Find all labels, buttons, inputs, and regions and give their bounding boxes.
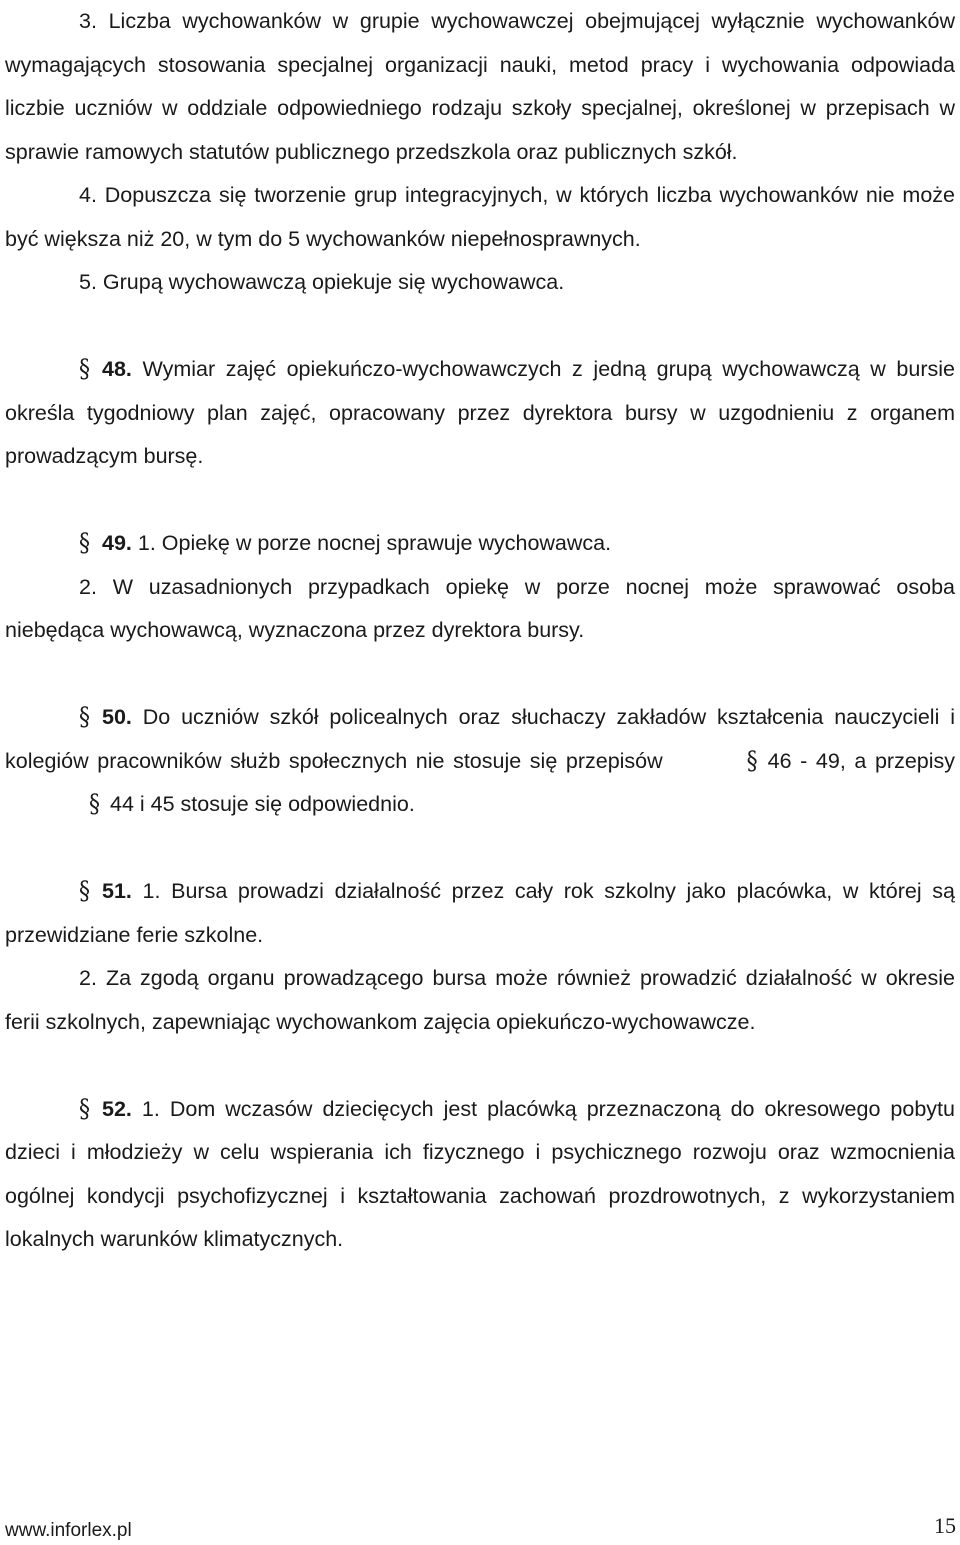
paragraph-3: 3. Liczba wychowanków w grupie wychowawczej obejmującej wyłącznie wychowanków wymagających stosowania specjalnej organizacji nauki, metod pracy i wychowania odpowiada liczbie uczniów w oddziale odpowiedniego rodzaju szkoły specjalnej, określonej w przepisach w sprawie ramowych statutów publicznego przedszkola oraz publicznych szkół. [5, 9, 955, 164]
section-50-text-a: Do uczniów szkół policealnych oraz słuchaczy zakładów kształcenia nauczycieli i kolegiów pracowników służb społecznych nie stosuje się przepisów [5, 705, 955, 773]
section-49-text: 1. Opiekę w porze nocnej sprawuje wychowawca. [131, 531, 612, 555]
section-51-number: 51. [102, 879, 132, 903]
section-48-text: Wymiar zajęć opiekuńczo-wychowawczych z jedną grupą wychowawczą w bursie określa tygodniowy plan zajęć, opracowany przez dyrektora bursy w uzgodnieniu z organem prowadzącym bursę. [5, 357, 955, 468]
spacer [5, 479, 955, 523]
spacer [5, 653, 955, 697]
section-symbol-icon: § [79, 529, 90, 558]
document-body [5, 0, 955, 1262]
section-52-text: 1. Dom wczasów dziecięcych jest placówką przeznaczoną do okresowego pobytu dzieci i młodzieży w celu wspierania ich fizycznego i psychicznego rozwoju oraz wzmocnienia ogólnej kondycji psychofizycznej i kształtowania zachowań prozdrowotnych, z wykorzystaniem lokalnych warunków klimatycznych. [5, 1096, 955, 1251]
section-50-number: 50. [102, 705, 132, 729]
section-symbol-icon: § [79, 355, 90, 384]
paragraph-5: 5. Grupą wychowawczą opiekuje się wychowawca. [79, 270, 565, 294]
paragraph-4: 4. Dopuszcza się tworzenie grup integracyjnych, w których liczba wychowanków nie może być większa niż 20, w tym do 5 wychowanków niepełnosprawnych. [5, 183, 955, 251]
section-48-number: 48. [102, 357, 132, 381]
section-49-number: 49. [102, 531, 132, 555]
section-49-paragraph-2: 2. W uzasadnionych przypadkach opiekę w porze nocnej może sprawować osoba niebędąca wychowawcą, wyznaczona przez dyrektora bursy. [5, 574, 955, 642]
spacer [5, 305, 955, 349]
section-51 [5, 870, 955, 957]
section-52 [5, 1088, 955, 1262]
page-number: 15 [934, 1513, 956, 1538]
section-51-text: 1. Bursa prowadzi działalność przez cały rok szkolny jako placówka, w której są przewidziane ferie szkolne. [5, 879, 955, 947]
section-symbol-icon: § [79, 1094, 90, 1124]
section-48 [5, 348, 955, 479]
section-50-text-b: 46 - 49, a przepisy [767, 748, 956, 773]
section-symbol-icon: § [89, 790, 100, 819]
section-51-paragraph-2: 2. Za zgodą organu prowadzącego bursa może również prowadzić działalność w okresie ferii szkolnych, zapewniając wychowankom zajęcia opiekuńczo-wychowawcze. [5, 966, 955, 1034]
spacer [5, 1044, 955, 1088]
section-symbol-icon: § [746, 746, 758, 776]
section-50-text-c: 44 i 45 stosuje się odpowiednio. [110, 792, 415, 816]
section-symbol-icon: § [79, 877, 90, 906]
footer-website: www.inforlex.pl [5, 1520, 132, 1541]
section-symbol-icon: § [79, 703, 90, 732]
section-52-number: 52. [102, 1096, 132, 1121]
spacer [5, 827, 955, 871]
section-49 [5, 522, 955, 566]
section-50 [5, 696, 955, 827]
